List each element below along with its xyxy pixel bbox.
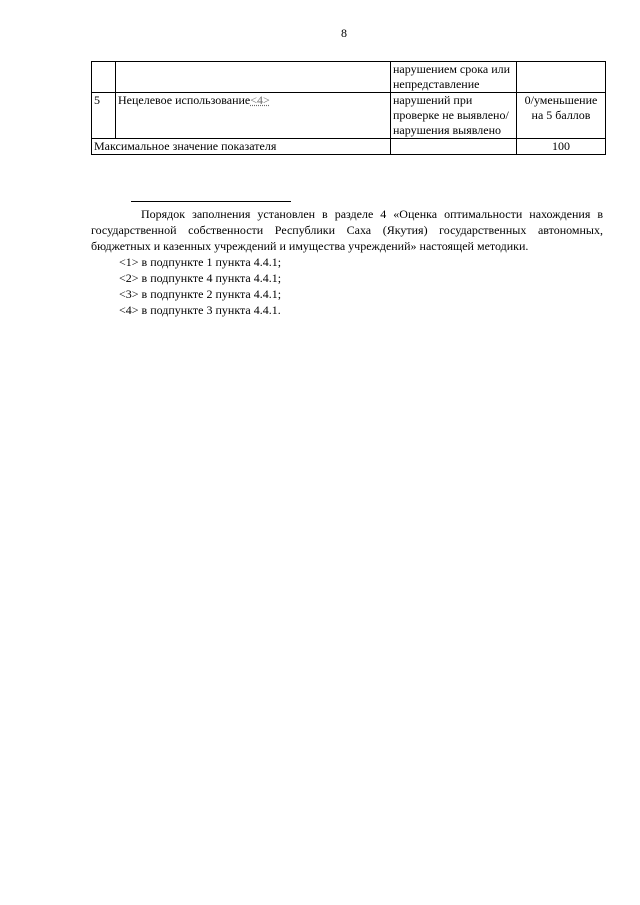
cell-score: 0/уменьшение на 5 баллов	[517, 93, 606, 139]
cell-row-number: 5	[92, 93, 116, 139]
cell-criterion: нарушений при проверке не выявлено/нарушения выявлено	[391, 93, 517, 139]
cell-indicator-name	[116, 93, 391, 139]
footnote-item: <2> в подпункте 4 пункта 4.4.1;	[119, 271, 282, 285]
table-row-5	[92, 93, 606, 139]
footnote-item: <4> в подпункте 3 пункта 4.4.1.	[119, 303, 281, 317]
cell-number-empty	[92, 62, 116, 93]
table-row-continuation	[92, 62, 606, 93]
footnote-separator	[131, 201, 291, 202]
cell-max-value: 100	[517, 139, 606, 155]
page-number: 8	[341, 26, 347, 40]
cell-max-label: Максимальное значение показателя	[92, 139, 391, 155]
cell-name-empty	[116, 62, 391, 93]
footnote-item: <1> в подпункте 1 пункта 4.4.1;	[119, 255, 282, 269]
cell-max-empty	[391, 139, 517, 155]
indicator-name-text: Нецелевое использование	[118, 93, 251, 107]
footnote-item: <3> в подпункте 2 пункта 4.4.1;	[119, 287, 282, 301]
cell-score-empty	[517, 62, 606, 93]
cell-criterion: нарушением срока или непредставление	[391, 62, 517, 93]
table-row-max	[92, 139, 606, 155]
indicator-table	[91, 61, 606, 155]
footnotes-block	[91, 206, 603, 318]
footnote-ref-link[interactable]: <4>	[250, 93, 270, 107]
footnote-intro: Порядок заполнения установлен в разделе 4 «Оценка оптимальности нахождения в государственной собственности Республики Саха (Якутия) государственных автономных, бюджетных и казенных учреждений и имущества учреждений» настоящей методики.	[91, 207, 603, 253]
